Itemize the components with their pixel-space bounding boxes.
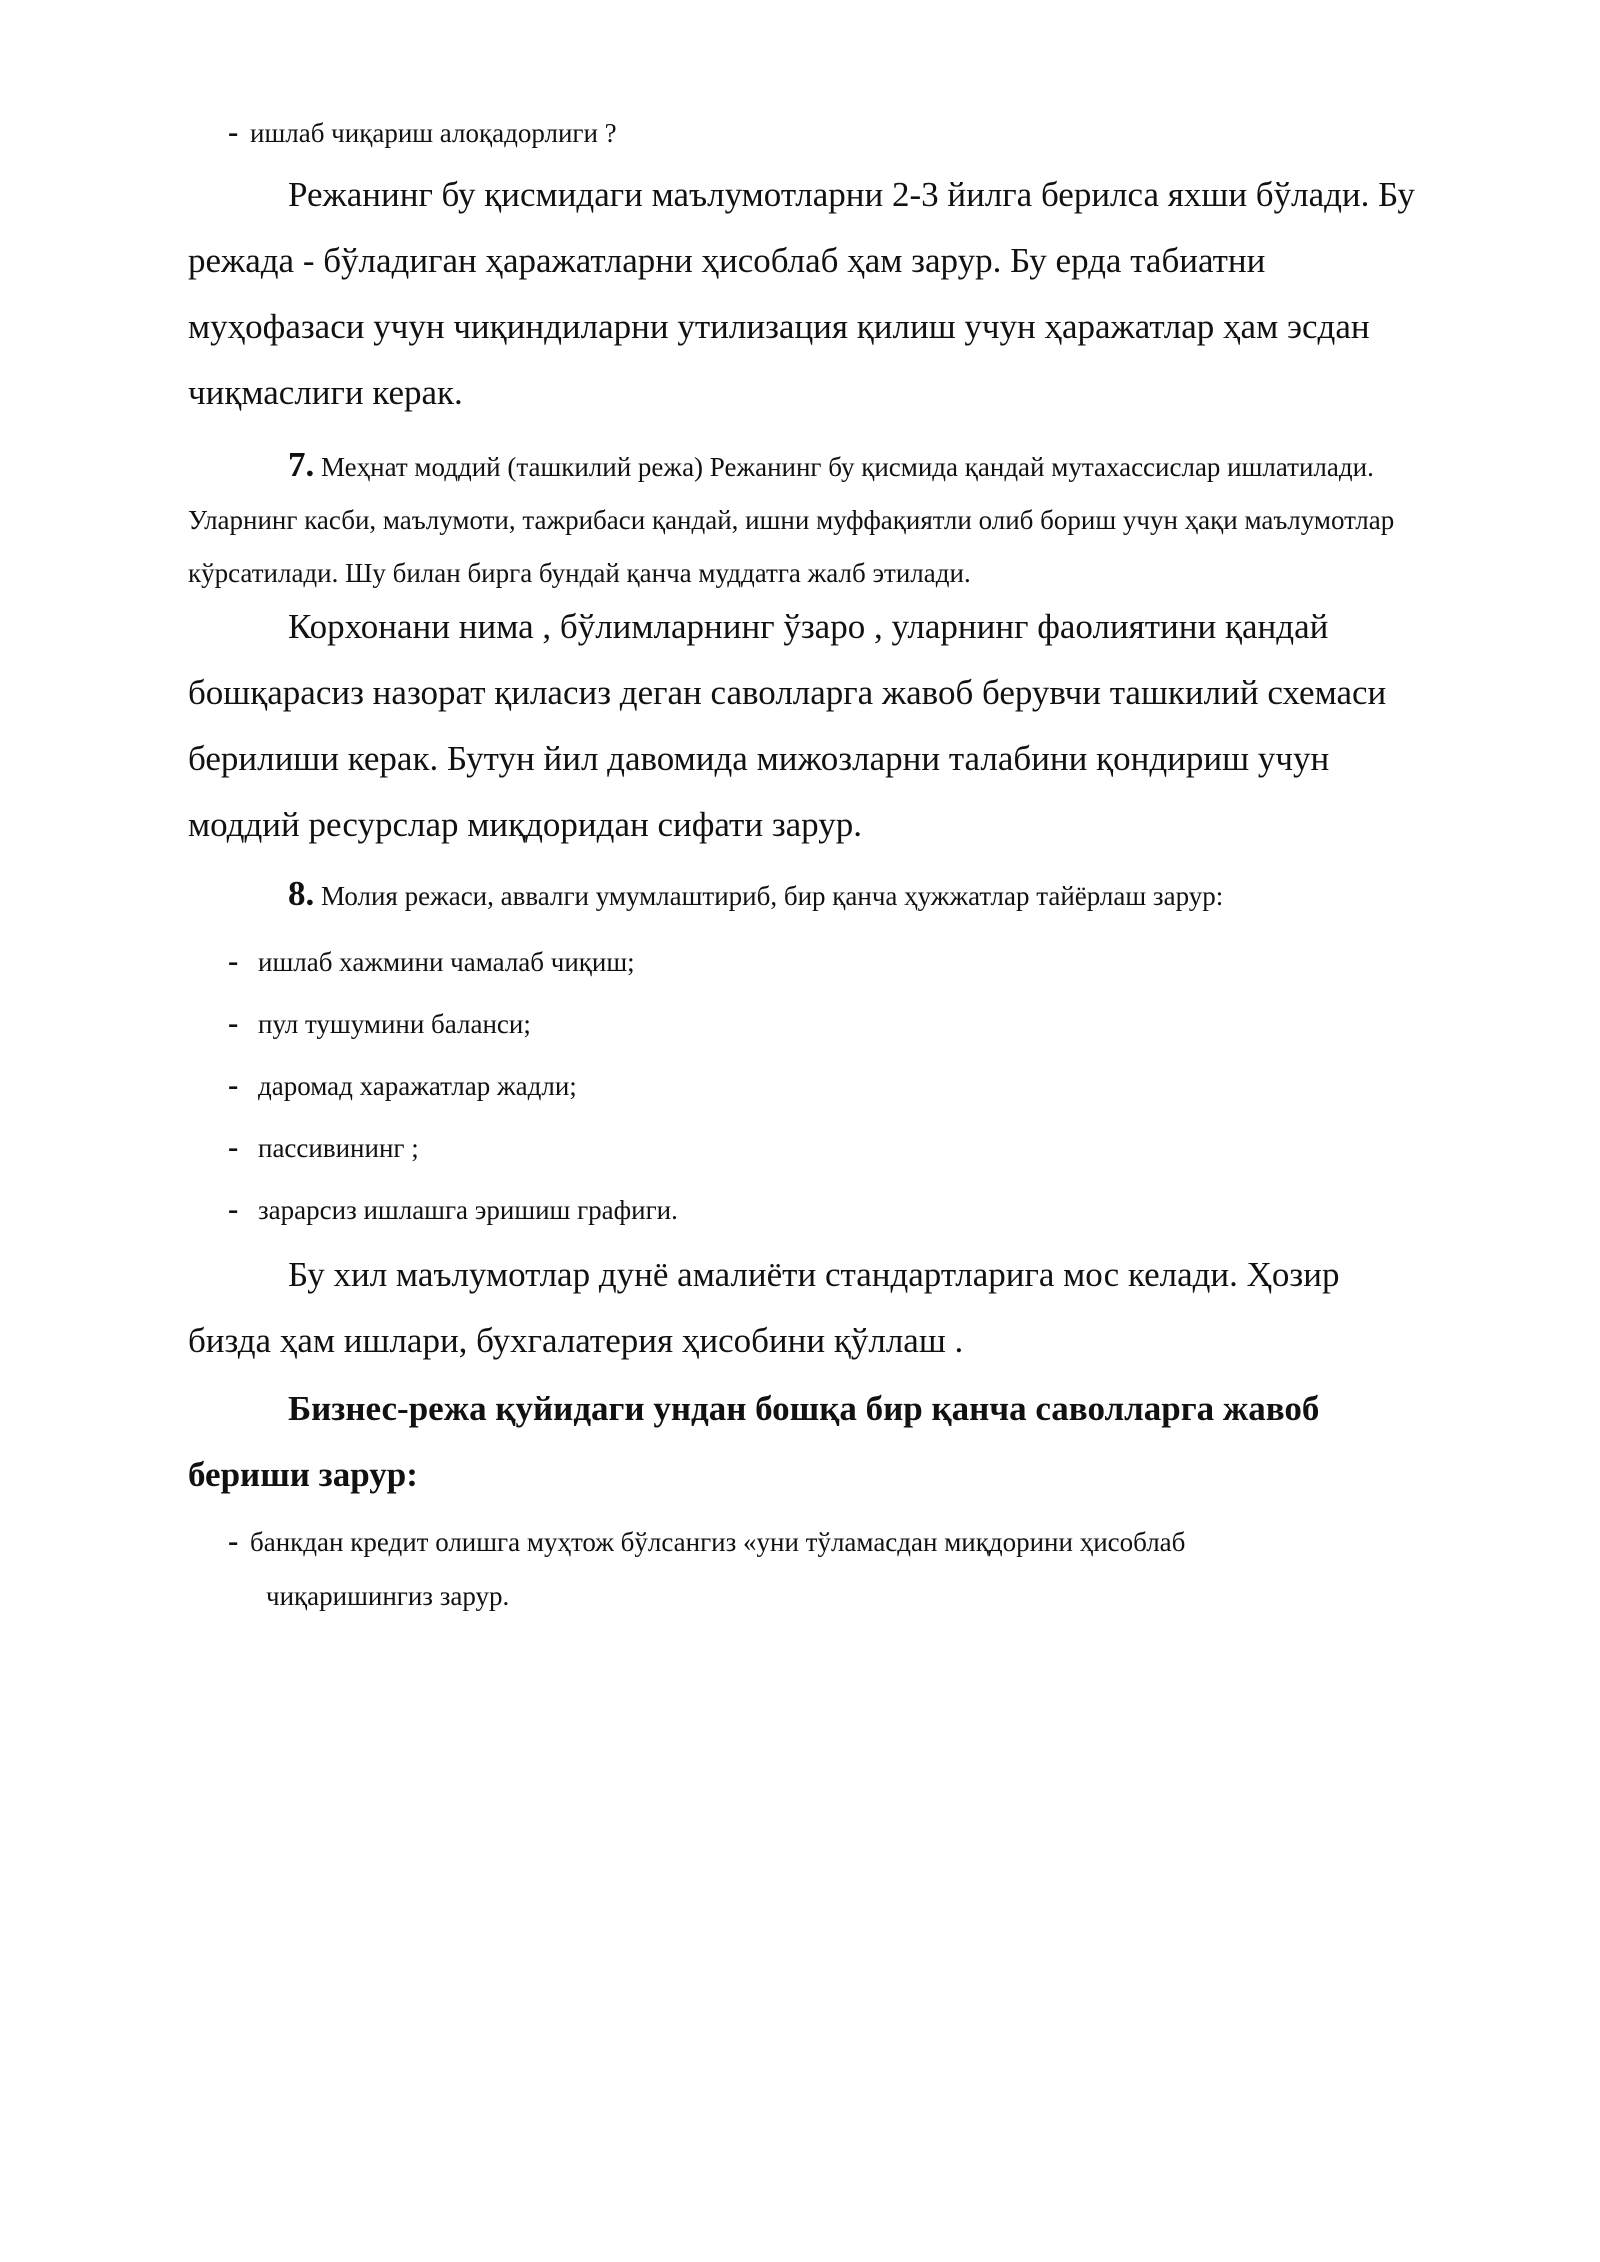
section-7-text: Меҳнат моддий (ташкилий режа) Режанинг бу қисмида қандай мутахассислар ишлатилади. Уларнинг касби, маълумоти, тажрибаси қандай, ишни муффақиятли олиб бориш учун ҳақи маълумотлар кўрсатилади. Шу билан бирга бундай қанча муддатга жалб этилади.: [188, 452, 1395, 588]
bottom-bullet-text-line2: чиқаришингиз зарур.: [266, 1581, 510, 1611]
dash-marker: -: [228, 943, 239, 978]
top-bullet: [228, 112, 617, 153]
paragraph-2: Корхонани нима , бўлимларнинг ўзаро , уларнинг фаолиятини қандай бошқарасиз назорат қиласиз деган саволларга жавоб берувчи ташкилий схемаси берилиши керак. Бутун йил давомида мижозларни талабини қондириш учун моддий ресурслар миқдоридан сифати зарур.: [188, 607, 1387, 844]
list-item-text: зарарсиз ишлашга эришиш графиги.: [258, 1195, 678, 1225]
bold-heading: Бизнес-режа қуйидаги ундан бошқа бир қанча саволларга жавоб бериши зарур:: [188, 1389, 1320, 1494]
list-item: [228, 1127, 419, 1168]
section-8-number: 8.: [288, 874, 315, 913]
list-item-text: ишлаб хажмини чамалаб чиқиш;: [258, 947, 635, 977]
dash-marker: -: [228, 114, 239, 149]
list-item: [228, 1189, 678, 1230]
list-item-text: пул тушумини баланси;: [258, 1009, 531, 1039]
bottom-bullet-text-line1: банкдан кредит олишга муҳтож бўлсангиз «уни тўламасдан миқдорини ҳисоблаб: [250, 1527, 1186, 1557]
list-item: [228, 941, 635, 982]
section-8: [188, 867, 1418, 923]
section-7: [188, 438, 1418, 600]
list-item: [228, 1003, 531, 1044]
list-item-text: пассивининг ;: [258, 1133, 419, 1163]
list-item: [228, 1065, 577, 1106]
dash-marker: -: [228, 1005, 239, 1040]
dash-marker: -: [228, 1191, 239, 1226]
dash-marker: -: [228, 1523, 239, 1558]
bottom-bullet: [228, 1521, 1185, 1562]
section-8-text: Молия режаси, аввалги умумлаштириб, бир қанча ҳужжатлар тайёрлаш зарур:: [321, 881, 1224, 911]
dash-marker: -: [228, 1067, 239, 1102]
dash-marker: -: [228, 1129, 239, 1164]
list-item-text: даромад харажатлар жадли;: [258, 1071, 577, 1101]
paragraph-1: Режанинг бу қисмидаги маълумотларни 2-3 йилга берилса яхши бўлади. Бу режада - бўладиган ҳаражатларни ҳисоблаб ҳам зарур. Бу ерда табиатни муҳофазаси учун чиқиндиларни утилизация қилиш учун ҳаражатлар ҳам эсдан чиқмаслиги керак.: [188, 175, 1415, 412]
paragraph-3: Бу хил маълумотлар дунё амалиёти стандартларига мос келади. Ҳозир бизда ҳам ишлари, бухгалатерия ҳисобини қўллаш .: [188, 1255, 1340, 1360]
top-bullet-text: ишлаб чиқариш алоқадорлиги ?: [250, 118, 617, 148]
bottom-bullet-continuation: [266, 1576, 509, 1616]
section-7-number: 7.: [288, 445, 315, 484]
